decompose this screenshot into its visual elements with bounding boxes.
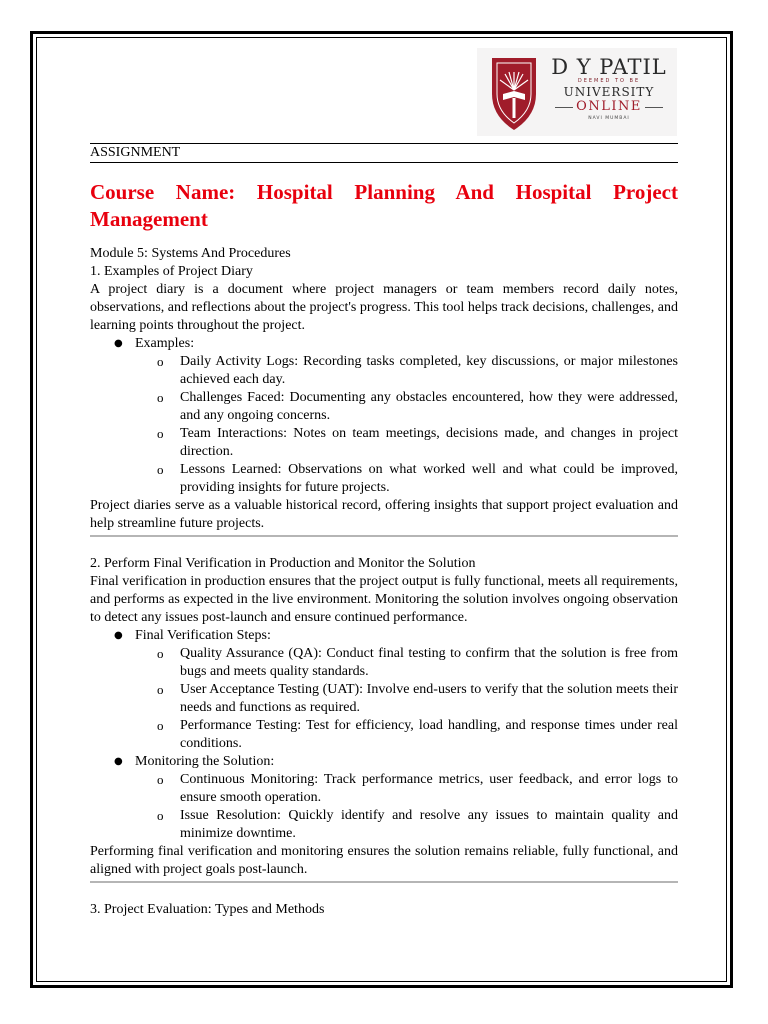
section2-conclusion: Performing final verification and monitoring ensures the solution remains reliable, fully functional, and aligned with project goals post-launch. bbox=[90, 844, 678, 877]
logo-online: ONLINE bbox=[576, 99, 642, 114]
sub-list-item: o Continuous Monitoring: Track performance metrics, user feedback, and error logs to ensure smooth operation. bbox=[157, 772, 678, 805]
logo-location: NAVI MUMBAI bbox=[588, 116, 630, 121]
sub-list-item: o Challenges Faced: Documenting any obstacles encountered, how they were addressed, and any ongoing concerns. bbox=[157, 390, 678, 423]
module-heading: Module 5: Systems And Procedures bbox=[90, 246, 291, 261]
logo-deemed: DEEMED TO BE bbox=[577, 78, 641, 84]
section1-intro: A project diary is a document where project managers or team members record daily notes, observations, and reflections about the project's progress. This tool helps track decisions, challenges, and learning points throughout the project. bbox=[90, 282, 678, 333]
section2-heading: 2. Perform Final Verification in Production and Monitor the Solution bbox=[90, 556, 476, 571]
section3-heading: 3. Project Evaluation: Types and Methods bbox=[90, 902, 325, 917]
university-logo bbox=[477, 48, 677, 136]
bullet-item: ● Final Verification Steps: bbox=[114, 628, 271, 643]
sub-list-item: o Performance Testing: Test for efficiency, load handling, and response times under real conditions. bbox=[157, 718, 678, 751]
section1-conclusion: Project diaries serve as a valuable historical record, offering insights that support project evaluation and help streamline future projects. bbox=[90, 498, 678, 531]
section1-heading: 1. Examples of Project Diary bbox=[90, 264, 253, 279]
sub-list-item: o Lessons Learned: Observations on what worked well and what could be improved, providing insights for future projects. bbox=[157, 462, 678, 495]
sub-list-item: o Team Interactions: Notes on team meetings, decisions made, and changes in project direction. bbox=[157, 426, 678, 459]
assignment-label: ASSIGNMENT bbox=[90, 143, 678, 163]
bullet-item: ● Monitoring the Solution: bbox=[114, 754, 275, 769]
shield-icon bbox=[489, 54, 539, 132]
logo-university: UNIVERSITY bbox=[563, 85, 655, 99]
sub-list-item: o Issue Resolution: Quickly identify and resolve any issues to maintain quality and minimize downtime. bbox=[157, 808, 678, 841]
document-body bbox=[90, 143, 678, 919]
section2-intro: Final verification in production ensures that the project output is fully functional, meets all requirements, and performs as expected in the live environment. Monitoring the solution involves ongoing observation to detect any issues post-launch and ensure continued performance. bbox=[90, 574, 678, 625]
course-title: Course Name: Hospital Planning And Hospital Project Management bbox=[90, 180, 678, 231]
sub-list-item: o Daily Activity Logs: Recording tasks completed, key discussions, or major milestones achieved each day. bbox=[157, 354, 678, 387]
sub-list-item: o Quality Assurance (QA): Conduct final testing to confirm that the solution is free from bugs and meets quality standards. bbox=[157, 646, 678, 679]
bullet-item: ● Examples: bbox=[114, 336, 195, 351]
logo-name: D Y PATIL bbox=[551, 55, 667, 79]
sub-list-item: o User Acceptance Testing (UAT): Involve end-users to verify that the solution meets their needs and functions as required. bbox=[157, 682, 678, 715]
